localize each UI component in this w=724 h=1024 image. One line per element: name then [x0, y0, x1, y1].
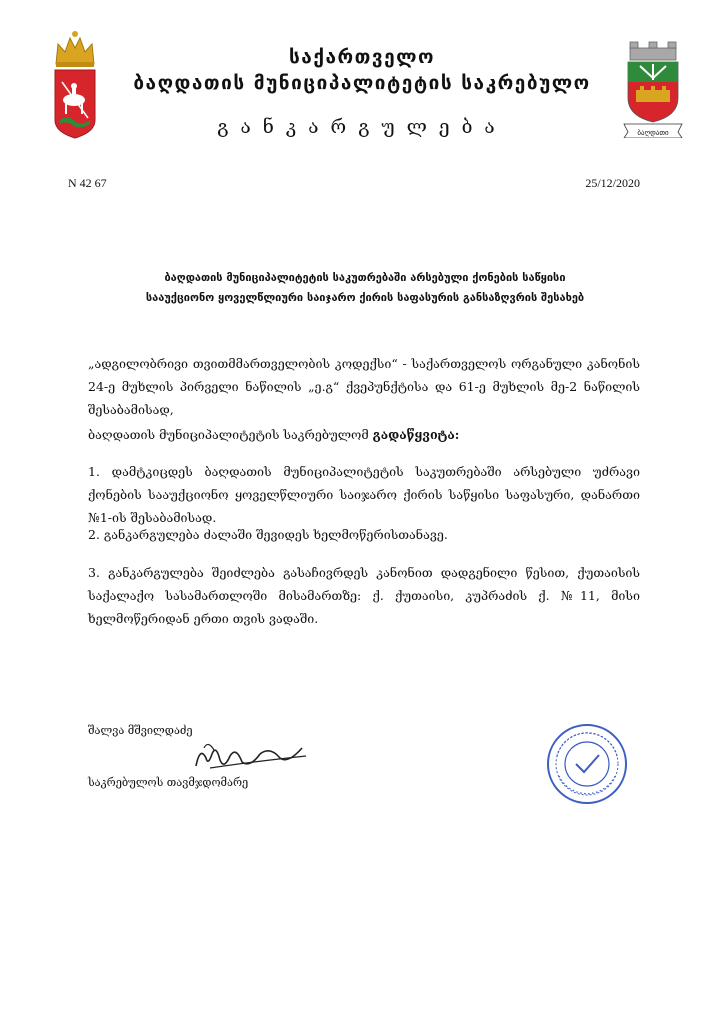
document-subject — [92, 268, 638, 308]
header-country: საქართველო — [289, 46, 435, 68]
decision-keyword: გადაწყვიტა: — [372, 427, 460, 442]
preamble-paragraph: „ადგილობრივი თვითმმართველობის კოდექსი“ - საქართველოს ორგანული კანონის 24-ე მუხლის პირველი ნაწილის „ე.გ“ ქვეპუნქტისა და 61-ე მუხლის მე-2 ნაწილის შესაბამისად, — [88, 356, 640, 417]
building-icon — [636, 86, 670, 102]
decision-paragraph — [88, 423, 640, 446]
crown-icon — [56, 31, 94, 67]
signatory-role: საკრებულოს თავმჯდომარე — [88, 776, 249, 789]
header-council: ბაღდათის მუნიციპალიტეტის საკრებულო — [133, 72, 591, 94]
document-date: 25/12/2020 — [585, 176, 640, 190]
subject-line-1: ბაღდათის მუნიციპალიტეტის საკუთრებაში არსებული ქონების საწყისი — [164, 271, 566, 284]
georgia-coat-of-arms-icon — [50, 28, 100, 140]
item-3: 3. განკარგულება შეიძლება გასაჩივრდეს კანონით დადგენილი წესით, ქუთაისის საქალაქო სასამართლოში მისამართზე: ქ. ქუთაისი, კუპრაძის ქ. №11, მისი ხელმოწერიდან ერთი თვის ვადაში. — [88, 565, 640, 626]
item-2: 2. განკარგულება ძალაში შევიდეს ხელმოწერისთანავე. — [88, 527, 448, 542]
document-number: N 42 67 — [68, 176, 107, 190]
castle-crown-icon — [630, 42, 676, 60]
document-type-title: განკარგულება — [217, 116, 507, 138]
decision-prefix: ბაღდათის მუნიციპალიტეტის საკრებულომ — [88, 427, 373, 442]
baghdati-coat-of-arms-icon — [622, 40, 684, 138]
item-1: 1. დამტკიცდეს ბაღდათის მუნიციპალიტეტის საკუთრებაში არსებული უძრავი ქონების სააუქციონო ყოველწლიური საიჯარო ქირის საწყისი საფასური, დანართი №1-ის შესაბამისად. — [88, 464, 640, 525]
official-stamp-icon — [545, 722, 629, 806]
emblem-caption: ბაღდათი — [637, 129, 669, 137]
handwritten-signature-icon — [190, 736, 310, 776]
signatory-name: შალვა მშვილდაძე — [88, 724, 193, 737]
subject-line-2: სააუქციონო ყოველწლიური საიჯარო ქირის საფასურის განსაზღვრის შესახებ — [145, 291, 585, 304]
